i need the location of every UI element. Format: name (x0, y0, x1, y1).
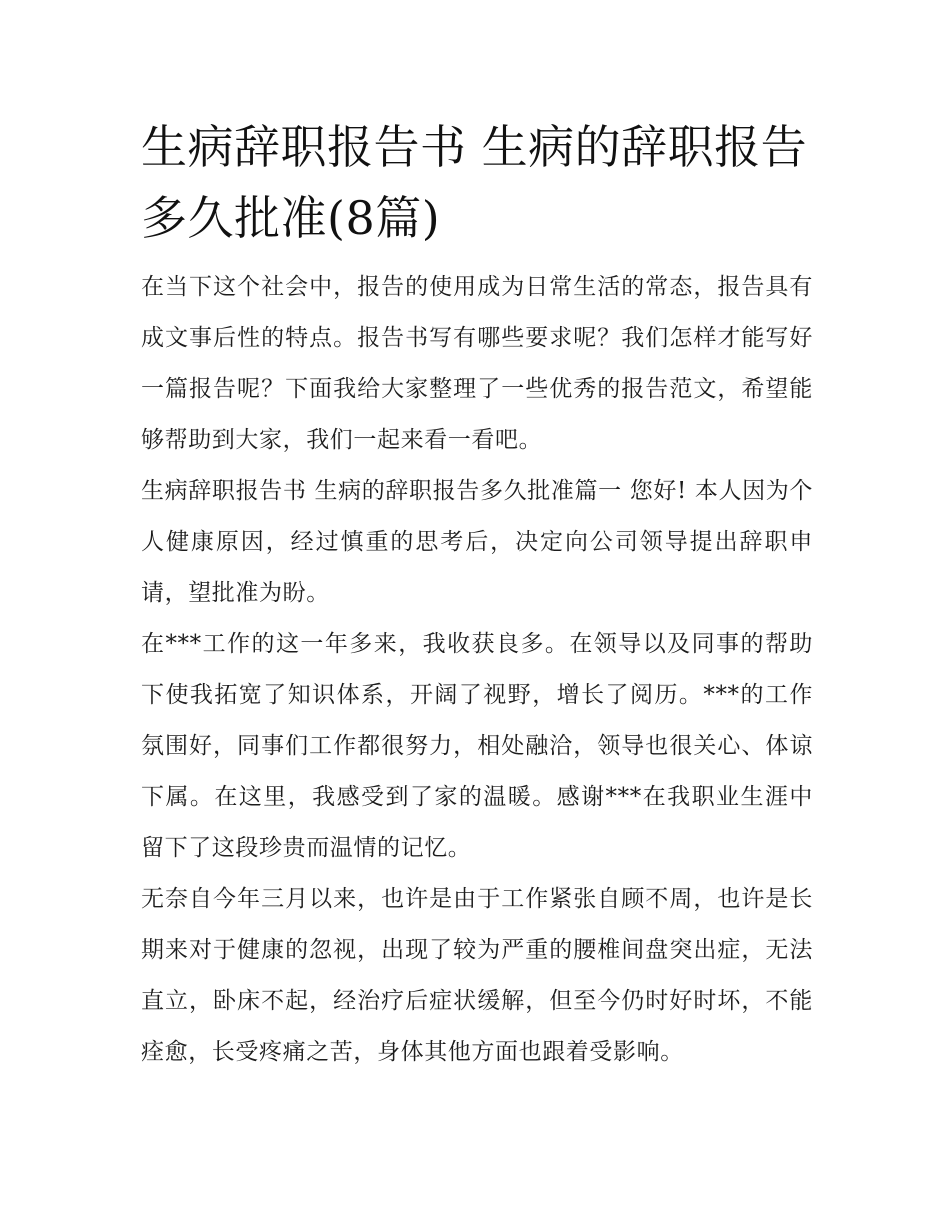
paragraph-greeting: 生病辞职报告书 生病的辞职报告多久批准篇一 您好! 本人因为个人健康原因，经过慎重的思考后，决定向公司领导提出辞职申请，望批准为盼。 (141, 478, 813, 606)
paragraph-health-reason: 无奈自今年三月以来，也许是由于工作紧张自顾不周，也许是长期来对于健康的忽视，出现了较为严重的腰椎间盘突出症，无法直立，卧床不起，经治疗后症状缓解，但至今仍时好时坏，不能痊愈，长受疼痛之苦，身体其他方面也跟着受影响。 (141, 886, 813, 1065)
paragraph-gratitude: 在***工作的这一年多来，我收获良多。在领导以及同事的帮助下使我拓宽了知识体系，开阔了视野，增长了阅历。***的工作氛围好，同事们工作都很努力，相处融洽，领导也很关心、体谅下属。在这里，我感受到了家的温暖。感谢***在我职业生涯中留下了这段珍贵而温情的记忆。 (141, 631, 813, 861)
document-body (141, 112, 813, 1078)
paragraph-intro: 在当下这个社会中，报告的使用成为日常生活的常态，报告具有成文事后性的特点。报告书写有哪些要求呢？我们怎样才能写好一篇报告呢？下面我给大家整理了一些优秀的报告范文，希望能够帮助到大家，我们一起来看一看吧。 (141, 274, 813, 453)
document-title: 生病辞职报告书 生病的辞职报告多久批准(8篇) (141, 120, 808, 245)
